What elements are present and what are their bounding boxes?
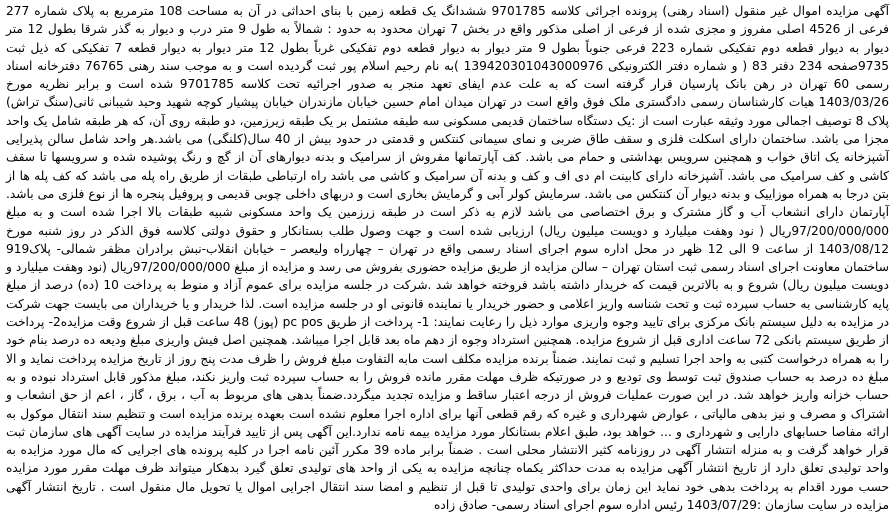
auction-notice-text: آگهی مزایده اموال غیر منقول (اسناد رهنی) پرونده اجرائی کلاسه 9701785 ششدانگ یک قطعه زمین با بنای احداثی در آن به مساحت 108 مترمربع به پلاک شماره 277 فرعی از 4526 اصلی مفروز و مجزی شده از فرعی از اصلی مذکور واقع در بخش 7 تهران محدود به حدود : شمالاً به طول 9 متر درب و دیوار به گذر شرقا بطول 12 متر دیوار به دیوار قطعه دوم تفکیکی شماره 223 فرعی جنوباً بطول 9 متر دیوار به دیوار قطعه دوم تفکیکی غرباً بطول 12 متر دیوار به دیوار قطعه 7 تفکیکی که ذیل ثبت 9735صفحه 234 دفتر 83 ( و شماره دفتر الکترونیکی 139420301043000976 )به نام رحیم اسلام پور ثبت گردیده است و به موجب سند رهنی 76765 دفترخانه اسناد رسمی 60 تهران در رهن بانک پارسیان قرار گرفته است که به علت عدم ایفای تعهد منجر به صدور اجرائیه تحت کلاسه 9701785 شده است و برابر نظریه مورخ 1403/03/26 هیات کارشناسان رسمی دادگستری ملک فوق واقع است در تهران میدان امام حسین خیابان مازندران خیابان پیشیار کوچه شهید وحید شیبانی ثانی(سنگ تراش) پلاک 8 توصیف اجمالی مورد وثیقه عبارت است از :یک دستگاه ساختمان قدیمی مسکونی سه طبقه مشتمل بر یک طبقه زیرزمین، دو طبقه روی آن، که هر طبقه شامل یک واحد مجزا می باشد. ساختمان دارای اسکلت فلزی و سقف طاق ضربی و نمای سیمانی کنتکس و قدمتی در حدود بیش از 40 سال(کلنگی) می باشد.هر واحد شامل سالن پذیرایی آشپزخانه یک اتاق خواب و همچنین سرویس بهداشتی و حمام می باشد. کف آپارتمانها مفروش از سرامیک و بدنه دیوارهای آن از گچ و رنگ پوشیده شده و سرویسها تا سقف کاشی و کف سرامیک می باشد. آشپزخانه دارای کابینت ام دی اف و کف و بدنه آن سرامیک و کاشی می باشد راه ارتباطی طبقات از طریق راه پله می باشد که کف پله ها از بتن درجا به همراه موزاییک و بدنه دیوار آن کنتکس می باشد. سرمایش کولر آبی و گرمایش بخاری است و دربهای داخلی چوبی قدیمی و پروفیل پنجره ها از نوع فلزی می باشد. آپارتمان دارای انشعاب آب و گاز مشترک و برق اختصاصی می باشد لازم به ذکر است در طبقه زرزمین یک واحد مسکونی شبیه طبقات بالا اجرا شده است و به مبلغ 97/200/000/000ریال ( نود وهفت میلیارد و دویست میلیون ریال) ارزیابی شده است و جهت وصول طلب بستانکار و حقوق دولتی کلاسه فوق الذکر در روز شنبه مورخ 1403/08/12 از ساعت 9 الی 12 ظهر در محل اداره سوم اجرای اسناد رسمی واقع در تهران – چهارراه ولیعصر – خیابان انقلاب-نبش برادران مظفر شمالی- پلاک919 ساختمان معاونت اجرای اسناد رسمی ثبت استان تهران – سالن مزایده از طریق مزایده حضوری بفروش می رسد و مزایده از مبلغ 97/200/000/000ریال (نود وهفت میلیارد و دویست میلیون ریال) شروع و به بالاترین قیمت که خریدار داشته باشد فروخته خواهد شد .شرکت در جلسه مزایده برای عموم آزاد و منوط به پرداخت 10 (ده) درصد از مبلغ پایه کارشناسی به حساب سپرده ثبت و تحت شناسه واریز اعلامی و حضور خریدار یا نماینده قانونی او در جلسه مزایده است. لذا خریدار و یا خریداران می بایست جهت شرکت در مزایده به دلیل سیستم بانک مرکزی برای تایید وجوه واریزی موارد ذیل را رعایت نمایند: 1- پرداخت از طریق pc pos (پوز) 48 ساعت قبل از شروع وقت مزایده2- پرداخت از طریق سیستم بانکی 72 ساعت اداری قبل از شروع مزایده. همچنین استرداد وجوه از دهم ماه بعد قابل اجرا میباشد. همچنین اصل فیش واریزی مبلغ ودیعه ده درصد بنام خود را به همراه درخواست کتبی به واحد اجرا تسلیم و ثبت نمایند. ضمناً برنده مزایده مکلف است مابه التفاوت مبلغ فروش را ظرف مدت پنج روز از تاریخ مزایده پرداخت نماید و الا مبلغ ده درصد به حساب صندوق ثبت توسط وی تودیع و در صورتیکه ظرف مهلت مقرر مانده فروش را به حساب سپرده ثبت واریز نکند، مبلغ مذکور قابل استرداد نبوده و به حساب خزانه واریز خواهد شد. در این صورت عملیات فروش از درجه اعتبار ساقط و مزایده تجدید میگردد.ضمناً بدهی های مربوط به آب ، برق ، گاز ، اعم از حق انشعاب و اشتراک و مصرف و نیز بدهی مالیاتی ، عوارض شهرداری و غیره که رقم قطعی آنها برای اداره اجرا معلوم نشده است بعهده برنده مزایده است و تنظیم سند انتقال موکول به ارائه مفاصا حسابهای دارایی و شهرداری و ... خواهد بود، طبق اعلام بستانکار مورد مزایده بیمه نامه ندارد.این آگهی پس از تایید فرآیند مزایده در سایت آگهی های سازمان ثبت قرار خواهد گرفت و به منزله انتشار آگهی در روزنامه کثیر الانتشار محلی است . ضمناً برابر ماده 39 مکرر آئین نامه اجرا در کلیه پرونده های اجرایی که مال مورد مزایده به واحد تولیدی تعلق دارد از تاریخ انتشار آگهی مزایده به مدت حداکثر یکماه چنانچه مزایده به یکی از واحد های تولیدی تعلق گیرد بدهکار میتواند ظرف مهلت مقرر مورد مزایده حسب مورد اقدام به پرداخت بدهی خود نماید این زمان برای واحدی تولیدی تا قبل از تنظیم و امضا سند انتقال اجرایی اموال یا تحویل مال منقول است . تاریخ انتشار آگهی مزایده در سایت سازمان :1403/07/29 رئیس اداره سوم اجرای اسناد رسمی- صادق زاده bbox=[6, 4, 890, 513]
